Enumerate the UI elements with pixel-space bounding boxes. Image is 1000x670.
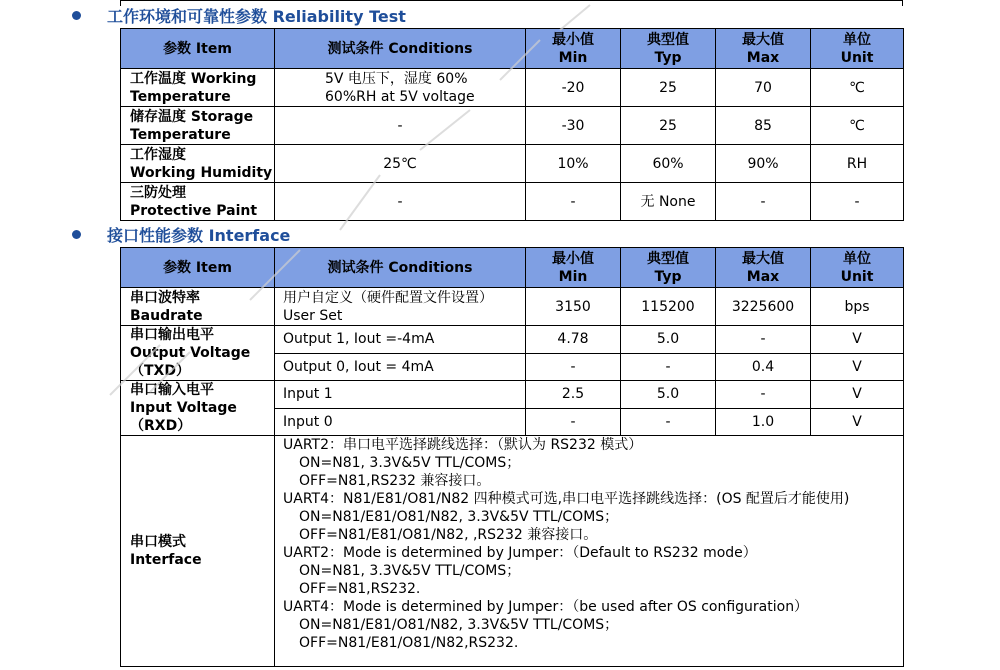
- mode-line: UART4：Mode is determined by Jumper：（be used after OS configuration）: [283, 599, 809, 615]
- mode-line: UART4：N81/E81/O81/N82 四种模式可选,串口电平选择跳线选择：(OS 配置后才能使用): [283, 491, 850, 507]
- row-unit: -: [811, 183, 904, 221]
- mode-line: OFF=N81,RS232 兼容接口。: [299, 473, 491, 489]
- section-interface-heading: [72, 221, 290, 247]
- row-min: -20: [526, 69, 621, 107]
- header-typ: 典型值 Typ: [621, 29, 716, 69]
- row-label: 串口波特率 Baudrate: [121, 288, 275, 326]
- header-unit: 单位 Unit: [811, 248, 904, 288]
- table-row: [121, 381, 904, 409]
- table-row: [121, 107, 904, 145]
- mode-line: ON=N81/E81/O81/N82, 3.3V&5V TTL/COMS；: [299, 617, 619, 633]
- mode-line: UART2：串口电平选择跳线选择：（默认为 RS232 模式）: [283, 437, 643, 453]
- row-typ: 5.0: [621, 326, 716, 354]
- header-conditions: 测试条件 Conditions: [275, 29, 526, 69]
- bullet-icon: [72, 230, 81, 239]
- row-max: 3225600: [716, 288, 811, 326]
- row-max: 85: [716, 107, 811, 145]
- row-max: 1.0: [716, 408, 811, 436]
- mode-line: ON=N81, 3.3V&5V TTL/COMS；: [299, 563, 521, 579]
- row-unit: ℃: [811, 107, 904, 145]
- row-unit: ℃: [811, 69, 904, 107]
- section-title: 工作环境和可靠性参数 Reliability Test: [107, 6, 406, 26]
- row-conditions: 5V 电压下，湿度 60% 60%RH at 5V voltage: [275, 69, 526, 107]
- reliability-table: [120, 28, 904, 221]
- row-typ: -: [621, 353, 716, 381]
- row-max: 70: [716, 69, 811, 107]
- header-typ: 典型值 Typ: [621, 248, 716, 288]
- row-typ: 25: [621, 69, 716, 107]
- row-max: 90%: [716, 145, 811, 183]
- row-conditions: Input 1: [275, 381, 526, 409]
- row-typ: -: [621, 408, 716, 436]
- table-header-row: [121, 248, 904, 288]
- row-typ: 115200: [621, 288, 716, 326]
- mode-line: UART2：Mode is determined by Jumper：（Default to RS232 mode）: [283, 545, 757, 561]
- interface-mode-description: [275, 436, 904, 667]
- row-conditions: Output 0, Iout = 4mA: [275, 353, 526, 381]
- table-header-row: [121, 29, 904, 69]
- row-typ: 25: [621, 107, 716, 145]
- row-min: -: [526, 408, 621, 436]
- row-label: 工作温度 Working Temperature: [121, 69, 275, 107]
- mode-line: ON=N81/E81/O81/N82, 3.3V&5V TTL/COMS；: [299, 509, 619, 525]
- row-max: -: [716, 183, 811, 221]
- row-conditions: Output 1, Iout =-4mA: [275, 326, 526, 354]
- row-max: -: [716, 326, 811, 354]
- table-row: [121, 436, 904, 667]
- row-label: 三防处理 Protective Paint: [121, 183, 275, 221]
- mode-line: ON=N81, 3.3V&5V TTL/COMS；: [299, 455, 521, 471]
- mode-line: OFF=N81,RS232.: [299, 581, 421, 597]
- row-label: 串口输出电平 Output Voltage （TXD）: [121, 326, 275, 381]
- interface-table: [120, 247, 904, 667]
- row-conditions: -: [275, 107, 526, 145]
- row-min: 3150: [526, 288, 621, 326]
- header-max: 最大值 Max: [716, 29, 811, 69]
- header-item: 参数 Item: [121, 29, 275, 69]
- row-min: 10%: [526, 145, 621, 183]
- section-reliability-heading: [72, 2, 406, 28]
- row-max: 0.4: [716, 353, 811, 381]
- row-typ: 5.0: [621, 381, 716, 409]
- table-row: [121, 145, 904, 183]
- row-conditions: 25℃: [275, 145, 526, 183]
- mode-line: OFF=N81/E81/O81/N82,RS232.: [299, 635, 519, 651]
- row-max: -: [716, 381, 811, 409]
- row-label: 储存温度 Storage Temperature: [121, 107, 275, 145]
- row-unit: V: [811, 408, 904, 436]
- row-min: 4.78: [526, 326, 621, 354]
- header-conditions: 测试条件 Conditions: [275, 248, 526, 288]
- header-item: 参数 Item: [121, 248, 275, 288]
- row-label: 串口输入电平 Input Voltage （RXD）: [121, 381, 275, 436]
- table-row: [121, 288, 904, 326]
- row-label: 工作湿度 Working Humidity: [121, 145, 275, 183]
- row-unit: RH: [811, 145, 904, 183]
- bullet-icon: [72, 11, 81, 20]
- header-min: 最小值 Min: [526, 248, 621, 288]
- row-min: -30: [526, 107, 621, 145]
- row-typ: 无 None: [621, 183, 716, 221]
- table-row: [121, 183, 904, 221]
- table-row: [121, 326, 904, 354]
- row-min: 2.5: [526, 381, 621, 409]
- header-unit: 单位 Unit: [811, 29, 904, 69]
- row-unit: V: [811, 381, 904, 409]
- table-row: [121, 69, 904, 107]
- row-unit: V: [811, 326, 904, 354]
- row-typ: 60%: [621, 145, 716, 183]
- header-min: 最小值 Min: [526, 29, 621, 69]
- section-title: 接口性能参数 Interface: [107, 225, 291, 245]
- row-unit: V: [811, 353, 904, 381]
- header-max: 最大值 Max: [716, 248, 811, 288]
- row-unit: bps: [811, 288, 904, 326]
- mode-line: OFF=N81/E81/O81/N82, ,RS232 兼容接口。: [299, 527, 598, 543]
- row-label: 串口模式 Interface: [121, 436, 275, 667]
- row-conditions: Input 0: [275, 408, 526, 436]
- row-min: -: [526, 353, 621, 381]
- row-conditions: 用户自定义（硬件配置文件设置） User Set: [275, 288, 526, 326]
- row-conditions: -: [275, 183, 526, 221]
- row-min: -: [526, 183, 621, 221]
